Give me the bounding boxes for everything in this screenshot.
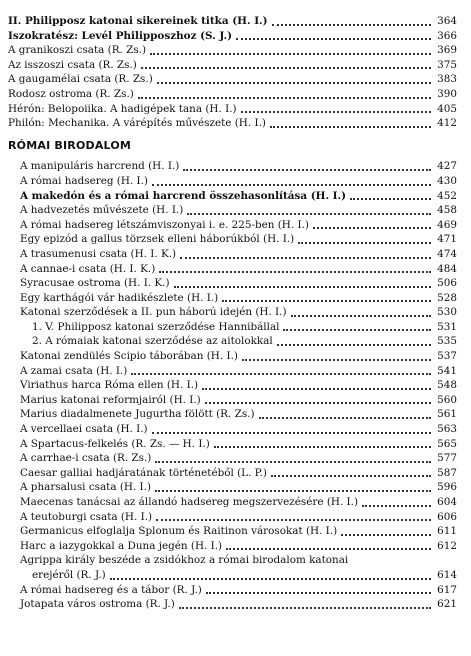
entry-title: Egy karthágói vár hadikészlete (H. I.) xyxy=(20,291,219,304)
toc-entry xyxy=(8,29,457,44)
entry-title: Az isszoszi csata (R. Zs.) xyxy=(8,58,137,71)
dot-leader xyxy=(270,120,431,128)
toc-entry xyxy=(8,116,457,131)
entry-title: A gaugamélai csata (R. Zs.) xyxy=(8,73,153,86)
toc-entry-wrapped xyxy=(8,553,457,582)
dot-leader xyxy=(187,207,431,215)
entry-title: A Spartacus-felkelés (R. Zs. — H. I.) xyxy=(20,437,210,450)
dot-leader xyxy=(155,455,431,463)
toc-entry xyxy=(8,393,457,408)
dot-leader xyxy=(205,396,431,404)
entry-title: A római hadsereg és a tábor (R. J.) xyxy=(20,583,202,596)
entry-page: 560 xyxy=(437,393,457,406)
dot-leader xyxy=(259,411,431,419)
dot-leader xyxy=(157,76,431,84)
toc-entry xyxy=(8,58,457,73)
entry-page: 611 xyxy=(437,525,457,538)
entry-title: A cannae-i csata (H. I. K.) xyxy=(20,262,156,275)
toc-entry xyxy=(8,539,457,554)
dot-leader xyxy=(236,32,431,40)
entry-title: Marius katonai reformjairól (H. I.) xyxy=(20,393,201,406)
dot-leader xyxy=(271,469,431,477)
toc-entry xyxy=(8,276,457,291)
dot-leader xyxy=(206,586,431,594)
entry-page: 561 xyxy=(437,408,457,421)
entry-title: A zamai csata (H. I.) xyxy=(20,364,128,377)
entry-title: Rodosz ostroma (R. Zs.) xyxy=(8,87,134,100)
toc-entry xyxy=(8,218,457,233)
dot-leader xyxy=(202,382,431,390)
entry-page: 412 xyxy=(437,117,457,130)
entry-page: 484 xyxy=(437,262,457,275)
entry-page: 458 xyxy=(437,204,457,217)
dot-leader xyxy=(283,323,431,331)
entry-title: 1. V. Philipposz katonai szerződése Hannibállal xyxy=(32,320,280,333)
toc-entry xyxy=(8,364,457,379)
entry-title: Maecenas tanácsai az állandó hadsereg megszervezésére (H. I.) xyxy=(20,496,359,508)
entry-page: 366 xyxy=(437,29,457,42)
entry-page: 604 xyxy=(437,496,457,508)
toc-entry xyxy=(8,524,457,539)
entry-page: 537 xyxy=(437,350,457,363)
entry-title: A granikoszi csata (R. Zs.) xyxy=(8,44,147,57)
dot-leader xyxy=(222,294,431,302)
entry-page: 614 xyxy=(437,568,457,581)
toc-entry xyxy=(8,407,457,422)
dot-leader xyxy=(291,309,431,317)
toc-entry xyxy=(8,189,457,204)
toc-entry xyxy=(8,43,457,58)
entry-page: 596 xyxy=(437,481,457,494)
toc-entry xyxy=(8,174,457,189)
entry-page: 430 xyxy=(437,174,457,187)
entry-title: A trasumenusi csata (H. I. K.) xyxy=(20,247,177,260)
toc-entry xyxy=(8,203,457,218)
entry-page: 369 xyxy=(437,44,457,57)
dot-leader xyxy=(242,353,431,361)
toc-entry xyxy=(8,378,457,393)
entry-page: 563 xyxy=(437,423,457,436)
dot-leader xyxy=(362,499,431,507)
toc-entry xyxy=(8,14,457,29)
entry-page: 587 xyxy=(437,466,457,479)
entry-page: 405 xyxy=(437,102,457,115)
toc-entry xyxy=(8,102,457,117)
entry-title: A pharsalusi csata (H. I.) xyxy=(20,481,152,494)
entry-title: A makedón és a római harcrend összehasonlítása (H. I.) xyxy=(20,189,347,202)
dot-leader xyxy=(277,338,431,346)
toc-entry xyxy=(8,510,457,525)
dot-leader xyxy=(226,542,431,550)
entry-page: 506 xyxy=(437,277,457,290)
entry-title: Egy epizód a gallus törzsek elleni háborúkból (H. I.) xyxy=(20,233,295,246)
dot-leader xyxy=(152,426,431,434)
entry-page: 383 xyxy=(437,73,457,86)
dot-leader xyxy=(214,440,431,448)
toc-entry xyxy=(8,437,457,452)
dot-leader xyxy=(131,367,431,375)
entry-title: Harc a iazygokkal a Duna jegén (H. I.) xyxy=(20,539,223,552)
entry-page: 531 xyxy=(437,320,457,333)
entry-title: Caesar galliai hadjáratának történetéből (L. P.) xyxy=(20,466,267,479)
dot-leader xyxy=(183,163,431,171)
entry-page: 621 xyxy=(437,598,457,611)
section-heading: RÓMAI BIRODALOM xyxy=(8,138,132,152)
entry-page: 471 xyxy=(437,233,457,246)
toc-entry xyxy=(8,305,457,320)
entry-title: A római hadsereg (H. I.) xyxy=(20,174,148,187)
entry-title: Syracusae ostroma (H. I. K.) xyxy=(20,277,170,290)
entry-page: 577 xyxy=(437,452,457,465)
dot-leader xyxy=(179,601,431,609)
toc-entry xyxy=(8,291,457,306)
entry-title-line1: Agrippa király beszéde a zsidókhoz a római birodalom katonai xyxy=(20,554,349,567)
toc-entry xyxy=(8,72,457,87)
entry-page: 390 xyxy=(437,87,457,100)
dot-leader xyxy=(174,280,431,288)
entry-page: 612 xyxy=(437,539,457,552)
dot-leader xyxy=(272,18,431,26)
entry-title: Philón: Mechanika. A várépítés művészete (H. I.) xyxy=(8,117,266,130)
entry-page: 469 xyxy=(437,218,457,231)
toc-entry xyxy=(8,159,457,174)
entry-title: Katonai szerződések a II. pun háború idején (H. I.) xyxy=(20,306,287,319)
dot-leader xyxy=(341,528,431,536)
top-entries xyxy=(8,14,457,131)
entry-page: 375 xyxy=(437,58,457,71)
entry-page: 606 xyxy=(437,510,457,523)
toc-entry xyxy=(8,466,457,481)
toc-entry xyxy=(8,262,457,277)
toc-entry xyxy=(8,87,457,102)
entry-title: Marius diadalmenete Jugurtha fölött (R. Zs.) xyxy=(20,408,255,421)
entry-page: 617 xyxy=(437,583,457,596)
dot-leader xyxy=(138,91,431,99)
section-entries xyxy=(8,159,457,611)
toc-subentry xyxy=(8,334,457,349)
entry-title: Katonai zendülés Scipio táborában (H. I.) xyxy=(20,350,238,363)
dot-leader xyxy=(152,178,431,186)
dot-leader xyxy=(155,484,431,492)
toc-entry xyxy=(8,422,457,437)
entry-page: 452 xyxy=(437,189,457,202)
entry-title: Germanicus elfoglalja Splonum és Raitinon városokat (H. I.) xyxy=(20,525,338,538)
entry-page: 548 xyxy=(437,379,457,392)
entry-title: 2. A rómaiak katonai szerződése az aitolokkal xyxy=(32,335,273,348)
entry-title: Iszokratész: Levél Philipposzhoz (S. J.) xyxy=(8,29,233,42)
entry-title: A hadvezetés művészete (H. I.) xyxy=(20,204,184,217)
entry-title: Hérón: Belopoiika. A hadigépek tana (H. I.) xyxy=(8,102,237,115)
dot-leader xyxy=(150,47,431,55)
toc-entry-continuation xyxy=(8,568,457,583)
toc-entry xyxy=(8,232,457,247)
entry-title: Jotapata város ostroma (R. J.) xyxy=(20,598,175,611)
dot-leader xyxy=(350,192,431,200)
entry-title: Viriathus harca Róma ellen (H. I.) xyxy=(20,379,199,392)
dot-leader xyxy=(159,265,431,273)
toc-entry xyxy=(8,247,457,262)
entry-title: II. Philipposz katonai sikereinek titka (H. I.) xyxy=(8,15,268,27)
entry-page: 541 xyxy=(437,364,457,377)
toc-entry xyxy=(8,495,457,510)
toc-entry xyxy=(8,349,457,364)
dot-leader xyxy=(156,513,431,521)
entry-title: A vercellaei csata (H. I.) xyxy=(20,423,148,436)
entry-page: 528 xyxy=(437,291,457,304)
entry-page: 565 xyxy=(437,437,457,450)
entry-page: 364 xyxy=(437,15,457,27)
entry-title: A római hadsereg létszámviszonyai i. e. 225-ben (H. I.) xyxy=(20,218,309,231)
toc-entry xyxy=(8,583,457,598)
entry-title: A carrhae-i csata (R. Zs.) xyxy=(20,452,152,465)
dot-leader xyxy=(110,572,431,580)
entry-title: A teutoburgi csata (H. I.) xyxy=(20,510,153,523)
toc-entry xyxy=(8,480,457,495)
entry-page: 474 xyxy=(437,247,457,260)
dot-leader xyxy=(141,61,431,69)
dot-leader xyxy=(313,221,431,229)
dot-leader xyxy=(298,236,431,244)
toc-entry xyxy=(8,597,457,612)
entry-page: 530 xyxy=(437,306,457,319)
entry-title-line2: erejéről (R. J.) xyxy=(32,568,106,581)
dot-leader xyxy=(241,105,431,113)
toc-subentry xyxy=(8,320,457,335)
entry-page: 427 xyxy=(437,160,457,173)
entry-page: 535 xyxy=(437,335,457,348)
toc-entry xyxy=(8,451,457,466)
dot-leader xyxy=(180,251,431,259)
entry-title: A manipuláris harcrend (H. I.) xyxy=(20,160,180,173)
